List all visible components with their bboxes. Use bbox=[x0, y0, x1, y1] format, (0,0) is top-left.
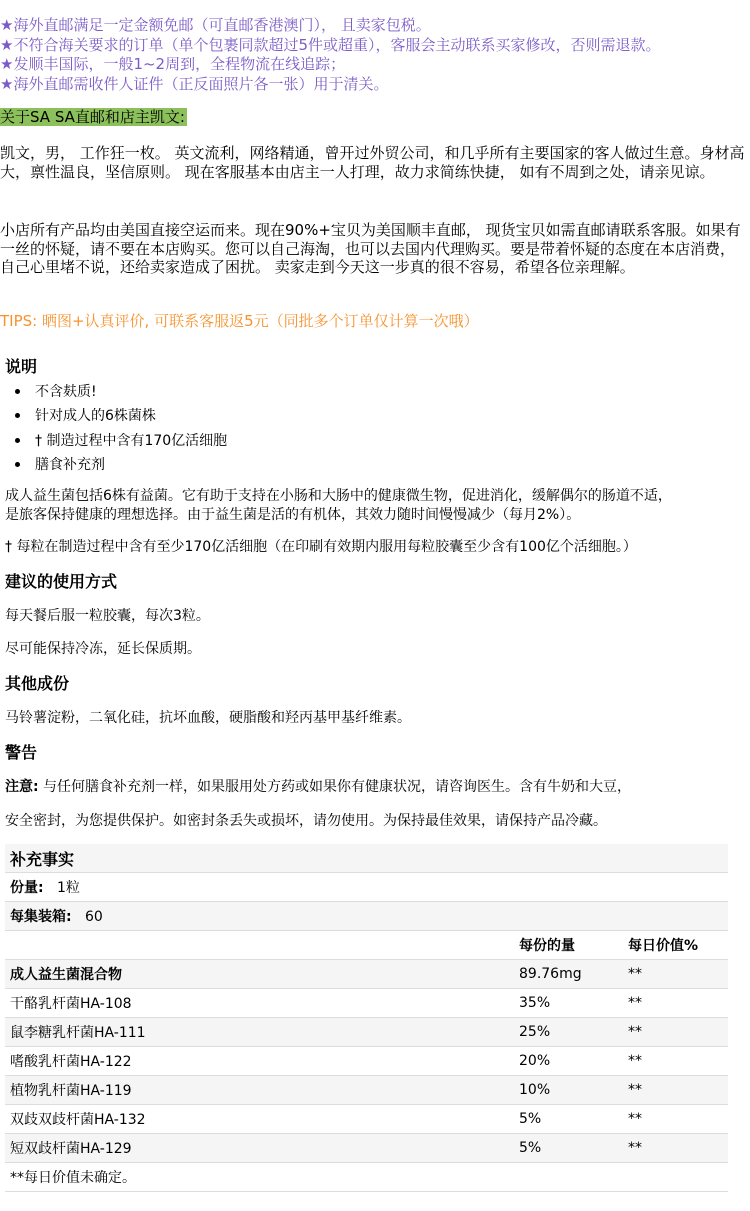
facts-title: 补充事实 bbox=[5, 844, 728, 873]
table-row bbox=[5, 960, 728, 989]
usage-line2: 尽可能保持冷冻，延长保质期。 bbox=[5, 641, 201, 657]
facts-footnote: **每日价值未确定。 bbox=[5, 1163, 728, 1192]
strain-daily-value: ** bbox=[623, 1076, 728, 1105]
strain-name: 嗜酸乳杆菌HA-122 bbox=[5, 1047, 514, 1076]
table-row bbox=[5, 902, 728, 931]
supplement-facts-table bbox=[5, 844, 728, 1192]
header-name-cell bbox=[5, 931, 514, 960]
strain-name: 短双歧杆菌HA-129 bbox=[5, 1134, 514, 1163]
blend-name: 成人益生菌混合物 bbox=[5, 960, 514, 989]
strain-amount: 25% bbox=[514, 1018, 623, 1047]
description-para-line2: 是旅客保持健康的理想选择。由于益生菌是活的有机体，其效力随时间慢慢减少（每月2%）。 bbox=[5, 507, 581, 523]
about-intro: 凯文，男， 工作狂一枚。 英文流利，网络精通，曾开过外贸公司，和几乎所有主要国家的客人做过生意。身材高大，禀性温良，坚信原则。 现在客服基本由店主一人打理，故力求简练快捷， 如有不周到之处，请亲见谅。 bbox=[0, 144, 745, 181]
header-amount: 每份的量 bbox=[514, 931, 623, 960]
strain-amount: 5% bbox=[514, 1134, 623, 1163]
table-row bbox=[5, 1163, 728, 1192]
ingredients-text: 马铃薯淀粉，二氧化硅，抗坏血酸，硬脂酸和羟丙基甲基纤维素。 bbox=[5, 710, 411, 726]
feature-list bbox=[5, 380, 227, 478]
usage-title: 建议的使用方式 bbox=[5, 572, 118, 591]
serving-size-value: 1粒 bbox=[56, 880, 80, 896]
servings-per-container-label: 每集装箱: bbox=[10, 909, 72, 925]
list-item: 针对成人的6株菌株 bbox=[35, 404, 227, 428]
strain-daily-value: ** bbox=[623, 1047, 728, 1076]
warning-line1 bbox=[5, 778, 745, 797]
table-row bbox=[5, 844, 728, 873]
about-heading: 关于SA SA直邮和店主凯文: bbox=[0, 108, 185, 126]
ingredients-title: 其他成份 bbox=[5, 674, 70, 693]
strain-amount: 20% bbox=[514, 1047, 623, 1076]
strain-name: 双歧双歧杆菌HA-132 bbox=[5, 1105, 514, 1134]
warning-title: 警告 bbox=[5, 743, 38, 762]
warning-text: 与任何膳食补充剂一样，如果服用处方药或如果你有健康状况，请咨询医生。含有牛奶和大豆， bbox=[38, 779, 632, 795]
serving-size-label: 份量: bbox=[10, 880, 44, 896]
blend-daily-value: ** bbox=[623, 960, 728, 989]
description-para-line1: 成人益生菌包括6株有益菌。它有助于支持在小肠和大肠中的健康微生物，促进消化，缓解偶尔的肠道不适， bbox=[5, 488, 672, 504]
about-shop: 小店所有产品均由美国直接空运而来。现在90%+宝贝为美国顺丰直邮， 现货宝贝如需直邮请联系客服。如果有一丝的怀疑，请不要在本店购买。您可以自己海淘，也可以去国内代理购买。要是带着怀疑的态度在本店消费，自己心里堵不说，还给卖家造成了困扰。 卖家走到今天这一步真的很不容易，希望各位亲理解。 bbox=[0, 221, 741, 276]
usage-line1: 每天餐后服一粒胶囊，每次3粒。 bbox=[5, 608, 210, 624]
strain-amount: 35% bbox=[514, 989, 623, 1018]
tips-text: TIPS: 晒图+认真评价, 可联系客服返5元（同批多个订单仅计算一次哦） bbox=[0, 312, 479, 330]
table-row bbox=[5, 873, 728, 902]
list-item: 膳食补充剂 bbox=[35, 453, 227, 477]
strain-daily-value: ** bbox=[623, 989, 728, 1018]
notice-free-shipping: ★海外直邮满足一定金额免邮（可直邮香港澳门）， 且卖家包税。 bbox=[0, 16, 431, 34]
strain-amount: 10% bbox=[514, 1076, 623, 1105]
strain-daily-value: ** bbox=[623, 1105, 728, 1134]
shipping-notices bbox=[0, 16, 748, 94]
notice-id-required: ★海外直邮需收件人证件（正反面照片各一张）用于清关。 bbox=[0, 74, 389, 93]
serving-size bbox=[5, 873, 728, 902]
blend-amount: 89.76mg bbox=[514, 960, 623, 989]
strain-daily-value: ** bbox=[623, 1134, 728, 1163]
servings-per-container bbox=[5, 902, 728, 931]
table-row bbox=[5, 1134, 728, 1163]
table-row bbox=[5, 1076, 728, 1105]
header-daily-value: 每日价值% bbox=[623, 931, 728, 960]
notice-sf-international: ★发顺丰国际，一般1~2周到，全程物流在线追踪； bbox=[0, 55, 346, 73]
strain-name: 鼠李糖乳杆菌HA-111 bbox=[5, 1018, 514, 1047]
table-row bbox=[5, 989, 728, 1018]
table-row bbox=[5, 1047, 728, 1076]
table-row bbox=[5, 1105, 728, 1134]
warning-line2: 安全密封，为您提供保护。如密封条丢失或损坏，请勿使用。为保持最佳效果，请保持产品冷藏。 bbox=[5, 813, 607, 829]
warning-label: 注意: bbox=[5, 779, 39, 795]
strain-daily-value: ** bbox=[623, 1018, 728, 1047]
servings-per-container-value: 60 bbox=[84, 909, 103, 925]
description-title: 说明 bbox=[5, 357, 38, 376]
strain-amount: 5% bbox=[514, 1105, 623, 1134]
notice-customs: ★不符合海关要求的订单（单个包裹同款超过5件或超重），客服会主动联系买家修改，否则需退款。 bbox=[0, 35, 661, 54]
strain-name: 干酪乳杆菌HA-108 bbox=[5, 989, 514, 1018]
strain-name: 植物乳杆菌HA-119 bbox=[5, 1076, 514, 1105]
list-item: 不含麸质! bbox=[35, 380, 227, 404]
live-cells-note: † 每粒在制造过程中含有至少170亿活细胞（在印刷有效期内服用每粒胶囊至少含有100亿个活细胞。） bbox=[5, 539, 637, 555]
table-header-row bbox=[5, 931, 728, 960]
table-row bbox=[5, 1018, 728, 1047]
list-item: † 制造过程中含有170亿活细胞 bbox=[35, 429, 227, 453]
